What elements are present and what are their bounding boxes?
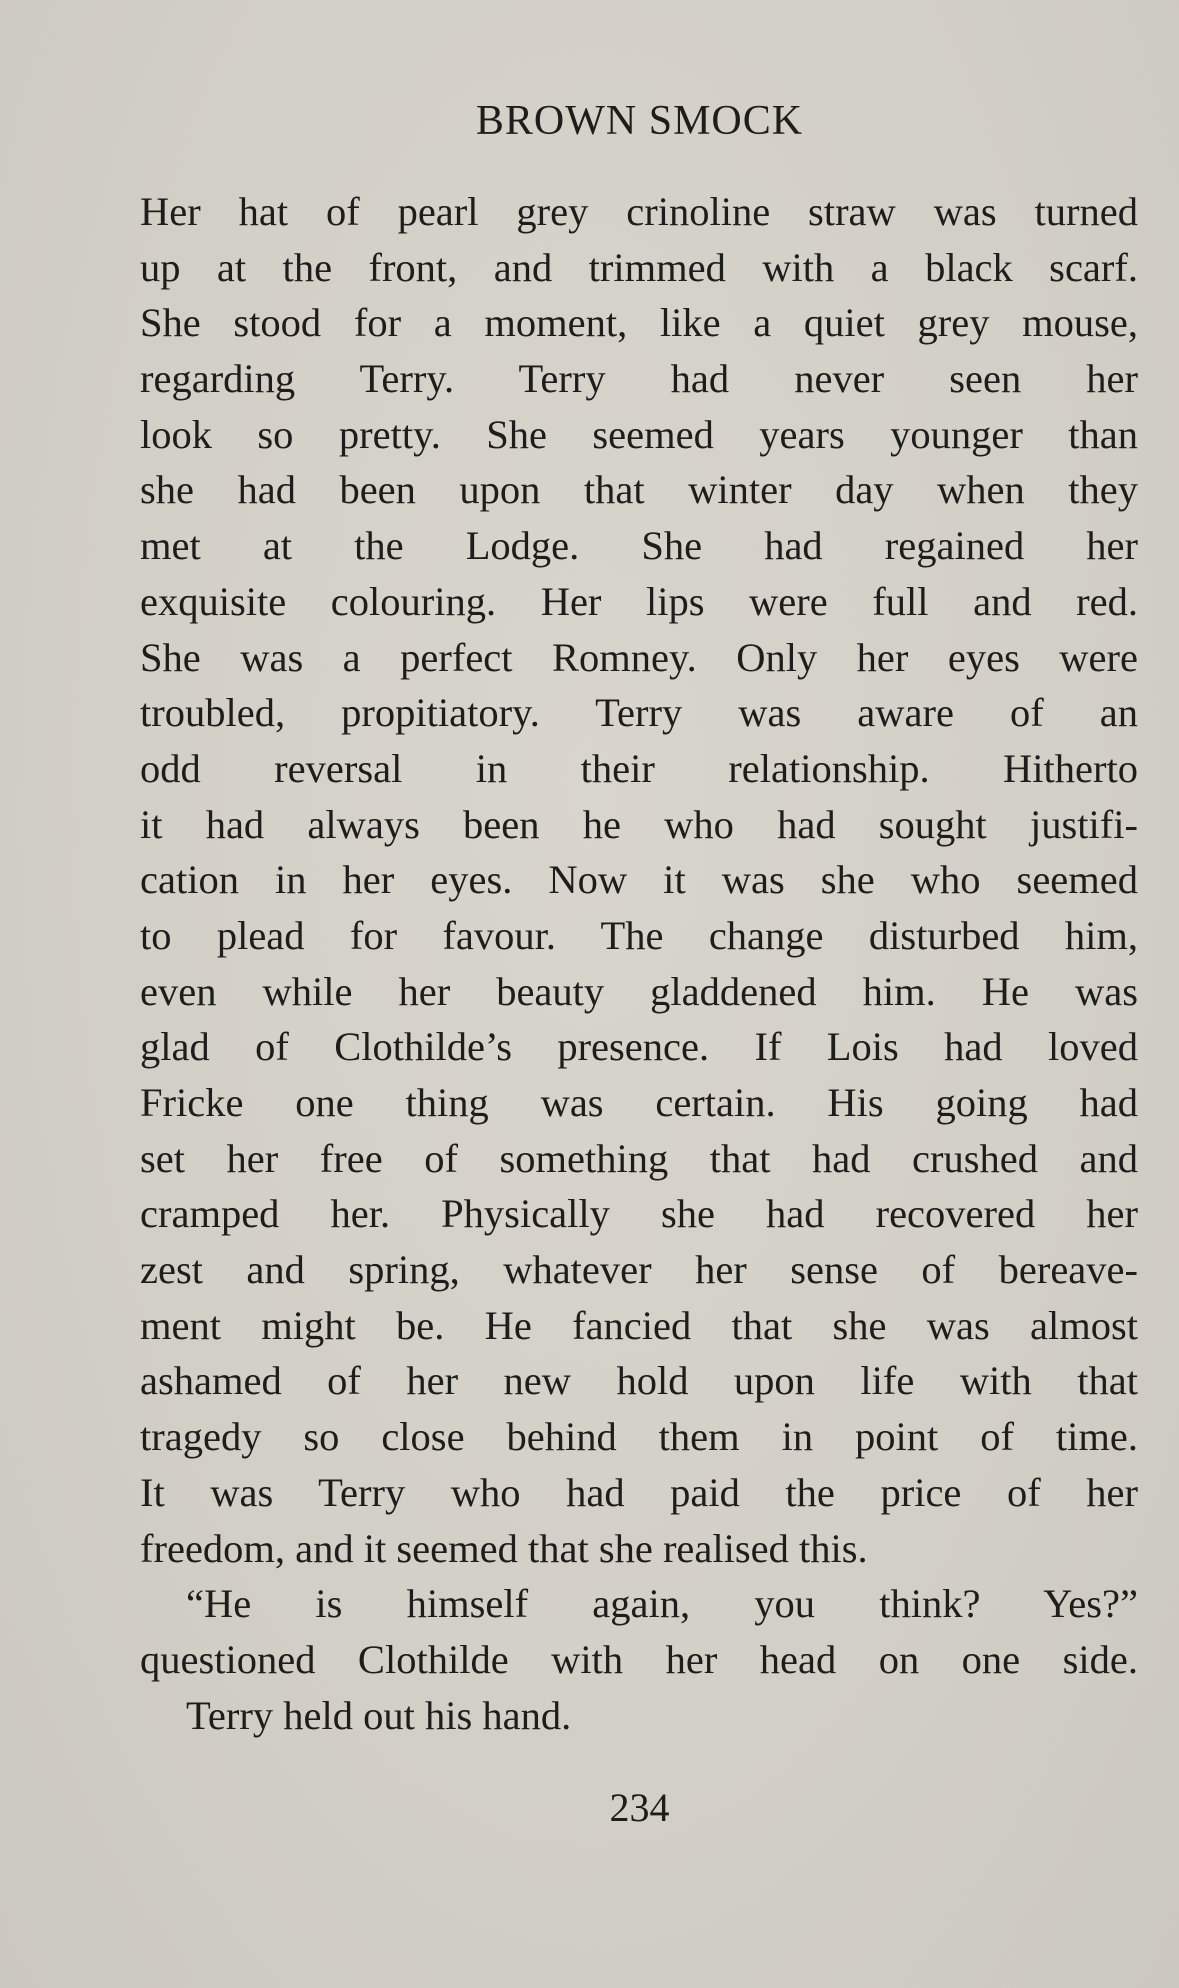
text-line: It was Terry who had paid the price of her: [140, 1469, 1138, 1515]
text-line: questioned Clothilde with her head on one side.: [140, 1636, 1138, 1682]
text-line: Her hat of pearl grey crinoline straw was turned: [140, 189, 1138, 234]
text-line: Terry held out his hand.: [186, 1692, 572, 1738]
text-line: ment might be. He fancied that she was almost: [140, 1302, 1138, 1348]
text-line: tragedy so close behind them in point of time.: [140, 1414, 1138, 1460]
text-line: freedom, and it seemed that she realised this.: [140, 1525, 868, 1571]
text-line: troubled, propitiatory. Terry was aware of an: [140, 690, 1138, 736]
text-line: met at the Lodge. She had regained her: [140, 523, 1138, 569]
text-line: “He is himself again, you think? Yes?”: [186, 1581, 1138, 1627]
body-text: [140, 184, 1138, 1743]
text-line: she had been upon that winter day when they: [140, 467, 1138, 513]
text-line: zest and spring, whatever her sense of bereave-: [140, 1247, 1138, 1293]
text-line: to plead for favour. The change disturbed him,: [140, 912, 1138, 958]
text-line: look so pretty. She seemed years younger than: [140, 411, 1138, 457]
text-line: She was a perfect Romney. Only her eyes were: [140, 634, 1138, 680]
text-line: regarding Terry. Terry had never seen her: [140, 356, 1138, 402]
text-line: even while her beauty gladdened him. He was: [140, 968, 1138, 1014]
text-line: She stood for a moment, like a quiet grey mouse,: [140, 300, 1138, 346]
text-line: ashamed of her new hold upon life with that: [140, 1358, 1138, 1404]
text-line: glad of Clothilde’s presence. If Lois had loved: [140, 1024, 1138, 1070]
text-line: cation in her eyes. Now it was she who seemed: [140, 857, 1138, 903]
running-head: BROWN SMOCK: [475, 98, 804, 144]
text-line: odd reversal in their relationship. Hitherto: [140, 745, 1138, 791]
text-line: exquisite colouring. Her lips were full and red.: [140, 578, 1138, 624]
text-line: set her free of something that had crushed and: [140, 1135, 1138, 1181]
text-line: Fricke one thing was certain. His going had: [140, 1080, 1138, 1125]
text-line: it had always been he who had sought justifi-: [140, 801, 1138, 847]
page-number: 234: [609, 1785, 670, 1830]
text-line: up at the front, and trimmed with a black scarf.: [140, 244, 1138, 290]
text-line: cramped her. Physically she had recovered her: [140, 1191, 1138, 1237]
